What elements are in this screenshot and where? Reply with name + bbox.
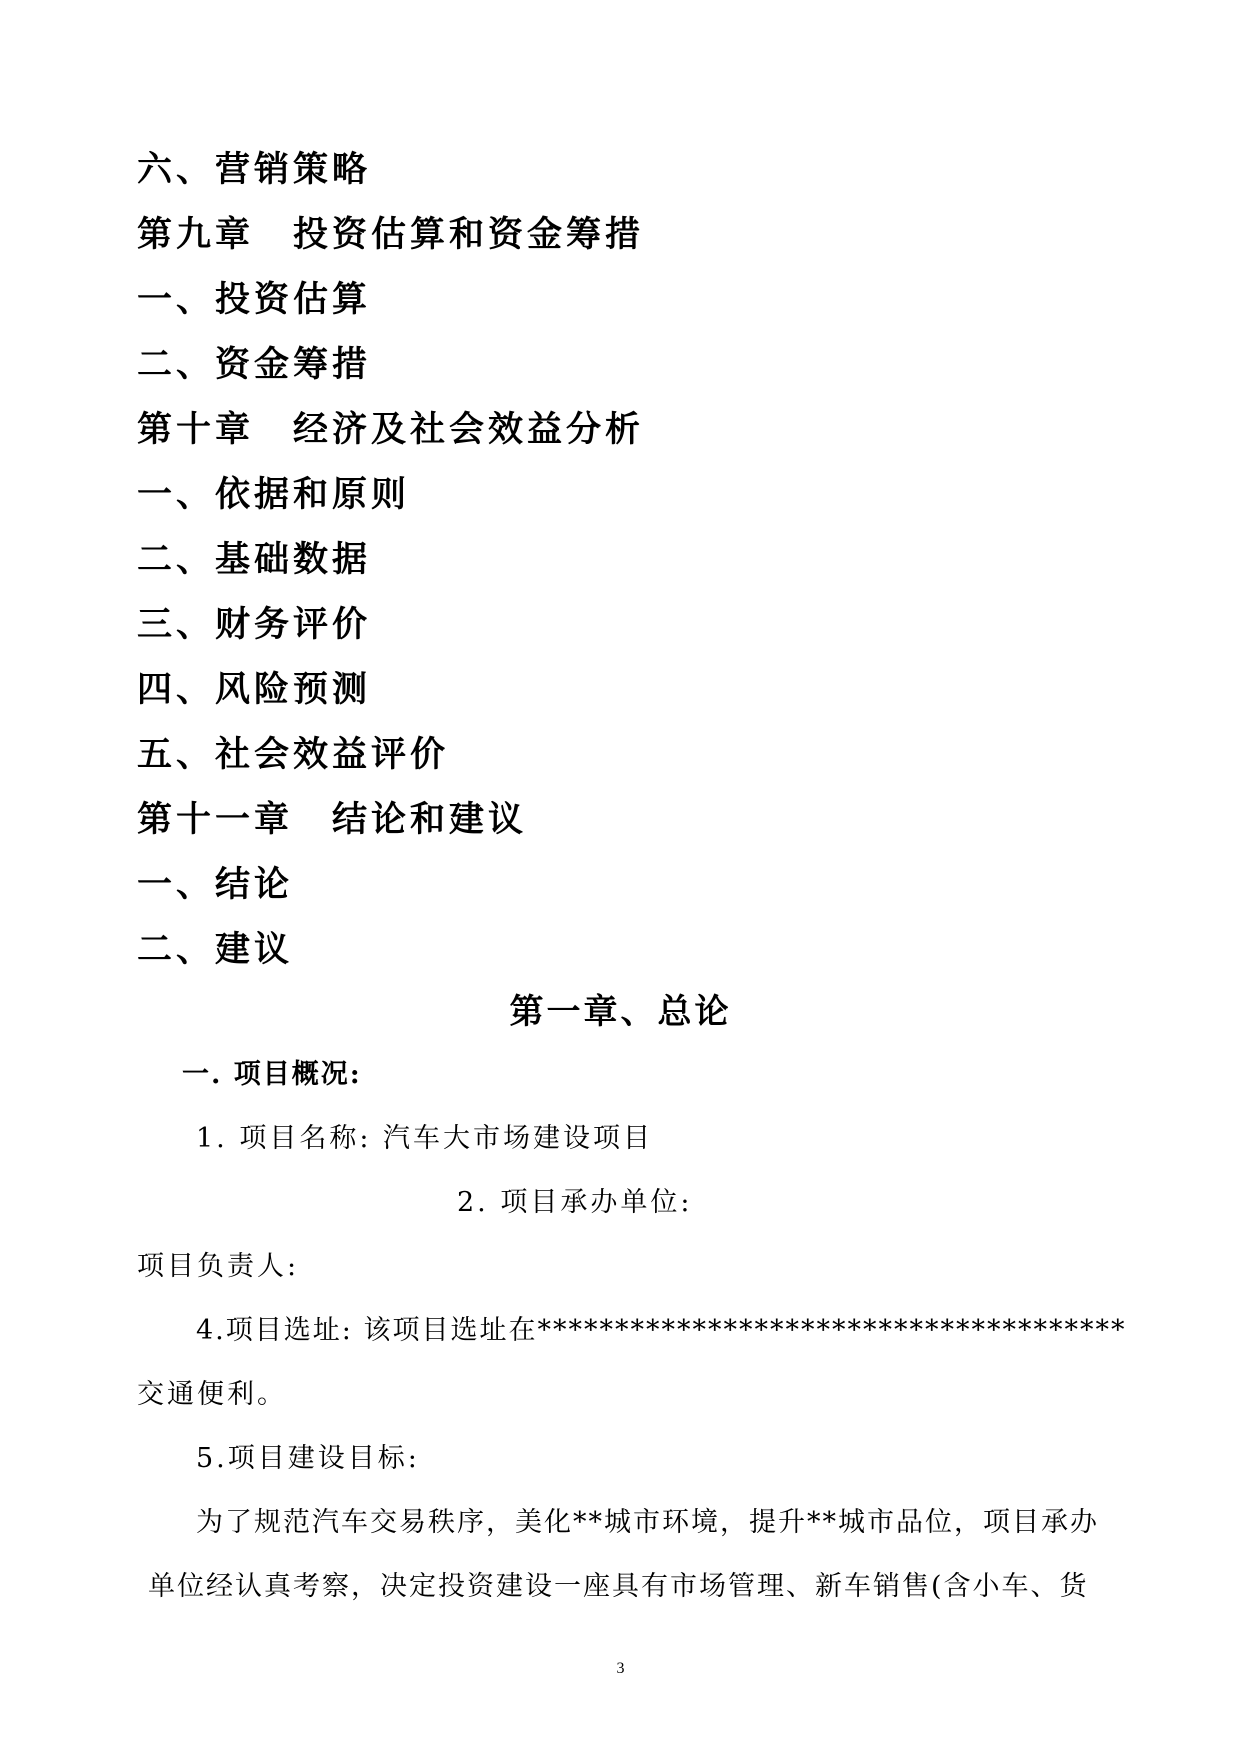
project-site: 4.项目选址: 该项目选址在************************************** [196,1315,1127,1346]
toc-entry: 第九章 投资估算和资金筹措 [137,214,645,255]
toc-entry: 第十章 经济及社会效益分析 [137,409,645,450]
toc-entry: 二、建议 [137,929,294,970]
toc-entry: 四、风险预测 [137,669,372,710]
paragraph-line: 单位经认真考察，决定投资建设一座具有市场管理、新车销售(含小车、货 [148,1571,1089,1602]
toc-entry: 一、结论 [137,864,294,905]
toc-entry: 一、投资估算 [137,279,372,320]
project-name: 1. 项目名称: 汽车大市场建设项目 [196,1123,654,1154]
paragraph-line: 为了规范汽车交易秩序，美化**城市环境，提升**城市品位，项目承办 [196,1507,1099,1538]
toc-entry: 六、营销策略 [137,149,372,190]
toc-entry: 二、资金筹措 [137,344,372,385]
project-organizer: 2. 项目承办单位: [457,1187,693,1218]
toc-entry: 一、依据和原则 [137,474,411,515]
project-leader: 项目负责人: [137,1251,300,1282]
section-heading: 一. 项目概况: [182,1059,362,1090]
project-site-continued: 交通便利。 [137,1379,287,1410]
toc-entry: 二、基础数据 [137,539,372,580]
toc-entry: 三、财务评价 [137,604,372,645]
chapter-heading: 第一章、总论 [509,992,732,1032]
page-number: 3 [616,1660,625,1677]
toc-entry: 第十一章 结论和建议 [137,799,528,840]
toc-entry: 五、社会效益评价 [137,734,450,775]
project-goal: 5.项目建设目标: [196,1443,420,1474]
